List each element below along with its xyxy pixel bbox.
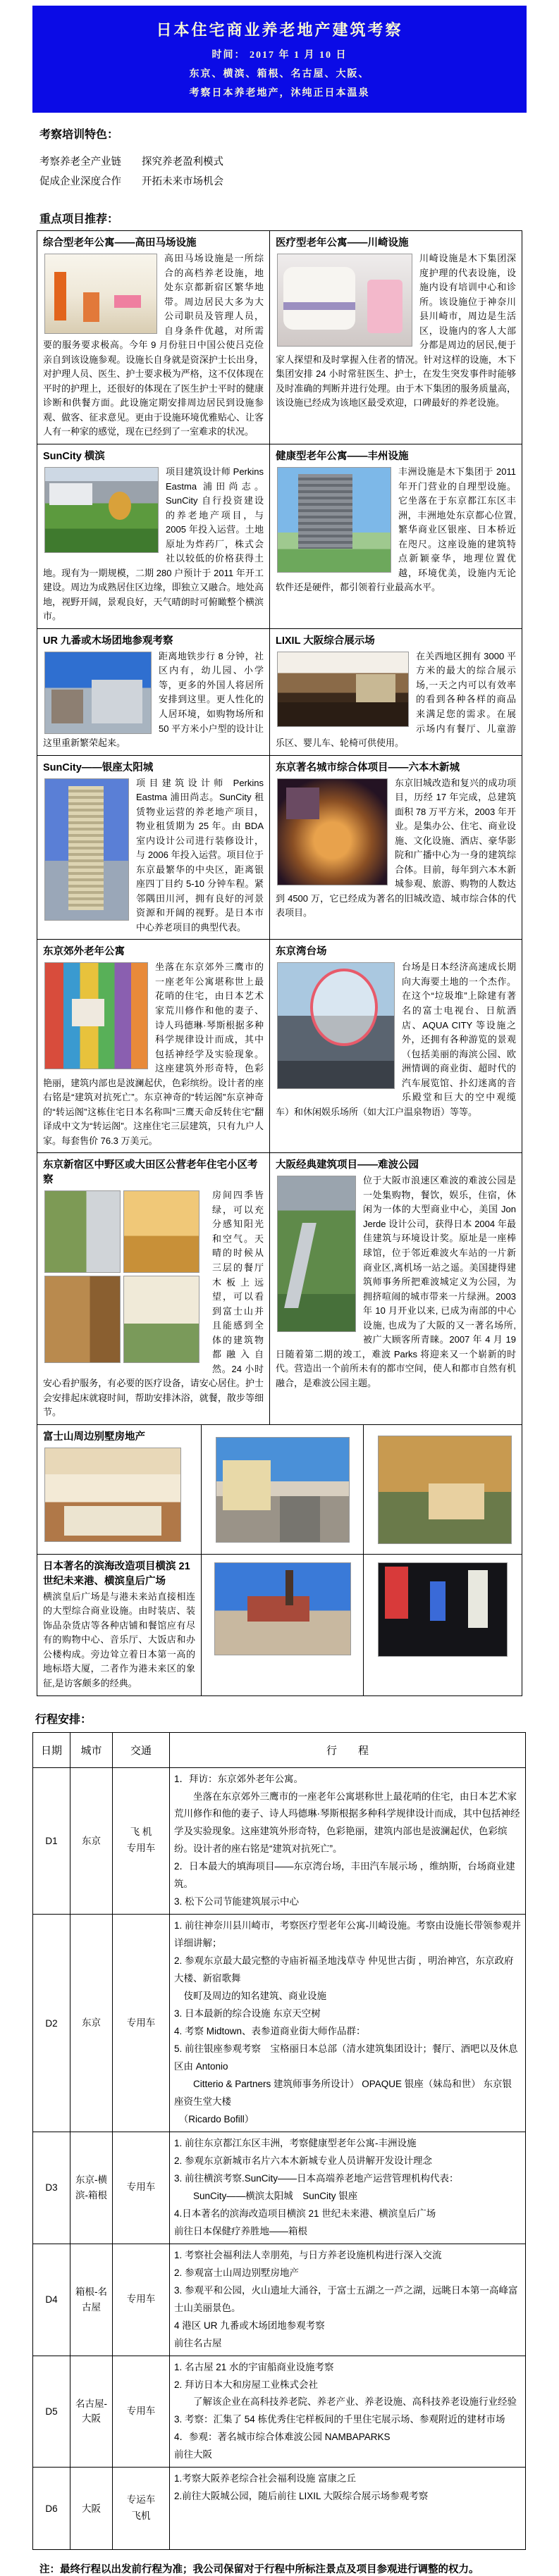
projects-table — [37, 230, 522, 1695]
project-fuji-villas — [37, 1425, 202, 1555]
project-title: LIXIL 大阪综合展示场 — [276, 635, 375, 647]
footnote: 注：最终行程以出发前行程为准；我公司保留对于行程中所标注景点及项目参观进行调整的权力。 — [39, 2564, 479, 2576]
itinerary-row-d3 — [33, 2132, 526, 2244]
features-heading: 考察培训特色： — [39, 129, 119, 141]
takadanobaba-gym-photo — [44, 254, 157, 334]
col-header-city: 城市 — [70, 1732, 113, 1767]
program-cell: 1. 前往东京都江东区丰洲，考察健康型老年公寓-丰洲设施 2. 参观东京新城市名片六本木新城专业人员讲解开发设计理念 3. 前往横滨考察.SunCity——日本高端养老地产运营管理机构代表： SunCity——横滨太阳城 SunCity 银座 4.日本著名的滨海改造项目横滨 21 世纪未来港、横滨皇后广场 前往日本保健疗养胜地——箱根 — [170, 2132, 526, 2244]
project-body: 项目建筑设计师 Perkins Eastma 浦田尚志。SunCity 自行投资建设的养老地产项目，与 2005 年投入运营。土地原址为炸药厂，株式会社以较低的价格获得土地。现有为一期规模，二期 280 户预计于 2011 年开工建设。周边为成熟居住区边缘，即独立又融合。地处高地，视野开阔，景观良好，天气晴朗时可俯瞰整个横滨市。 — [43, 466, 264, 622]
project-body: 房间四季皆绿，可以充分感知阳光和空气。天晴的时候从三层的餐厅木板上远望，可以看到富士山并且能感到全体的建筑物都融入自然。24 小时安心看护服务，有必要的医疗设备，请安心居住。护士会安排起床就寝时间，帮助安排沐浴，就餐，散步等细节。 — [43, 1190, 264, 1418]
program-cell: 1. 名古屋 21 水的宇宙船商业设施考察 2. 拜访日本大和房屋工业株式会社 了解该企业在高科技养老院、养老产业、养老设施、高科技养老设施行业经验 3. 考察：汇集了 54 栋优秀住宅样板间的千里住宅展示场、参观附近的建材市场 4．参观：著名城市综合体难波公园 NAMBAPARKS 前往大阪 — [170, 2356, 526, 2468]
project-suncity-ginza — [37, 756, 270, 940]
fuji-villa-photo-2 — [216, 1437, 350, 1543]
day-label: D6 — [33, 2468, 70, 2550]
col-header-date: 日期 — [33, 1732, 70, 1767]
fuji-villa-photo-3 — [378, 1436, 512, 1544]
project-title: UR 九番或木场团地参观考察 — [43, 635, 173, 647]
itinerary-heading: 行程安排： — [35, 1713, 92, 1726]
project-row — [37, 1153, 522, 1425]
project-row — [37, 940, 522, 1153]
project-toyosu — [270, 444, 522, 629]
senior-housing-photo-2 — [123, 1190, 199, 1273]
ur-danchi-photo — [44, 652, 152, 734]
ginza-suncity-tower-photo — [44, 778, 129, 921]
page-title: 日本住宅商业养老地产建筑考察 — [156, 21, 403, 39]
transport-cell: 专用车 — [113, 2132, 170, 2244]
day-label: D2 — [33, 1915, 70, 2132]
project-koei-jutaku — [37, 1153, 270, 1425]
project-fuji-villas-photo-cell — [202, 1425, 364, 1555]
program-cell: 1．拜访：东京郊外老年公寓。 坐落在东京郊外三鹰市的一座老年公寓堪称世上最花哨的住宅，由日本艺术家荒川修作和他的妻子、诗人玛德琳·琴斯根据多种科学规律设计而成，其中包括神经学及实验现象。这座建筑外形奇特，色彩艳丽，建筑内部也是波澜起伏，色彩缤纷。设计者的座右铭是“建筑对抗死亡”。 2．日本最大的填海项目——东京湾台场，丰田汽车展示场 ，维纳斯，台场商业建筑。 3. 松下公司节能建筑展示中心 — [170, 1767, 526, 1915]
itinerary-row-d4 — [33, 2244, 526, 2356]
projects-heading: 重点项目推荐： — [39, 213, 119, 226]
project-row — [37, 629, 522, 756]
itinerary-row-d5 — [33, 2356, 526, 2468]
senior-housing-photo-3 — [44, 1276, 121, 1363]
col-header-transport: 交通 — [113, 1732, 170, 1767]
project-body: 距离地铁步行 8 分钟，社区内有，幼儿园、小学等，更多的外国人将居所安排到这里。更人性化的人居环境，如购物场所和 50 平方米小户型的设计让这里重新繁荣起来。 — [43, 650, 264, 749]
transport-cell: 飞 机 专用车 — [113, 1767, 170, 1915]
project-minatomirai-photo-cell — [364, 1555, 522, 1696]
itinerary-table — [32, 1732, 526, 2551]
itinerary-row-d1 — [33, 1767, 526, 1915]
features-lines: 考察养老全产业链 探究养老盈利模式 促成企业深度合作 开拓未来市场机会 — [39, 156, 223, 187]
day-label: D3 — [33, 2132, 70, 2244]
transport-cell: 专用车 — [113, 2244, 170, 2356]
project-odaiba — [270, 940, 522, 1153]
queens-square-photo-2 — [378, 1562, 508, 1657]
city-cell: 箱根-名古屋 — [70, 2244, 113, 2356]
project-fuji-villas-photo-cell — [364, 1425, 522, 1555]
project-title: 日本著名的滨海改造项目横滨 21 世纪未来港、横滨皇后广场 — [43, 1560, 190, 1587]
project-title: 东京著名城市综合体项目——六本木新城 — [276, 761, 460, 773]
project-title: 健康型老年公寓——丰州设施 — [276, 451, 409, 462]
project-title: 医疗型老年公寓——川崎设施 — [276, 237, 409, 249]
project-ur-kyuban — [37, 629, 270, 756]
city-cell: 名古屋-大阪 — [70, 2356, 113, 2468]
project-minatomirai — [37, 1555, 202, 1696]
project-title: SunCity 横滨 — [43, 451, 105, 462]
day-label: D5 — [33, 2356, 70, 2468]
lixil-showroom-photo — [277, 652, 409, 727]
city-cell: 大阪 — [70, 2468, 113, 2550]
kawasaki-bath-photo — [277, 254, 412, 347]
project-row — [37, 444, 522, 629]
project-minatomirai-photo-cell — [202, 1555, 364, 1696]
transport-cell: 专用车 — [113, 1915, 170, 2132]
project-kawasaki — [270, 230, 522, 444]
senior-housing-photo-grid — [44, 1190, 205, 1366]
itinerary-row-d2 — [33, 1915, 526, 2132]
project-body: 东京旧城改造和复兴的成功项目，历经 17 年完成，总建筑面积 78 万平方米，2003 年开业。是集办公、住宅、商业设施、文化设施、酒店、豪华影院和广播中心为一身的建筑综合体。目前，每年到六本木新城参观、旅游、购物的人数达到 4500 万，它已经成为著名的旧城改造、城市综合体的代表项目。 — [276, 777, 516, 919]
project-title: 东京郊外老年公寓 — [43, 946, 125, 958]
project-body: 横滨皇后广场是与港未来站直接相连的大型综合商业设施。由时装店、装饰品杂货店等各种店铺和餐馆应有尽有的购物中心、音乐厅、大饭店和办公楼构成。旁边耸立着日本第一高的地标塔大厦，二者作为港未来区的象征,是访客颇多的经典。 — [43, 1591, 195, 1688]
mitaka-lofts-photo — [44, 962, 148, 1069]
project-row — [37, 230, 522, 444]
banner-cities-line: 东京、横滨、箱根、名古屋、大阪、 — [189, 69, 370, 80]
namba-parks-photo — [277, 1176, 356, 1332]
city-cell: 东京-横滨-箱根 — [70, 2132, 113, 2244]
col-header-program: 行 程 — [170, 1732, 526, 1767]
project-title: 东京新宿区中野区或大田区公营老年住宅小区考察 — [43, 1159, 258, 1186]
project-body: 川崎设施是木下集团深度护理的代表设施，设施内设有培训中心和诊所。该设施位于神奈川县川崎市，周边是生活区，设施内的客人大部分都是周边的居民,便于家人探望和及时掌握入住者的情况。针对这样的设施，木下集团安排 24 小时常驻医生、护士，在发生突发事件时能够及时准确的判断并进行处理。由于木下集团的服务质量高，该设施已经成为该地区最受欢迎，口碑最好的养老设施。 — [276, 253, 516, 409]
itinerary-header-row — [33, 1732, 526, 1767]
project-row — [37, 1555, 522, 1696]
project-lixil — [270, 629, 522, 756]
banner-date-line: 时间： 2017 年 1 月 10 日 — [211, 50, 348, 61]
program-cell: 1. 前往神奈川县川崎市，考察医疗型老年公寓-川崎设施。考察由设施长带领参观并详细讲解； 2. 参观东京最大最完整的寺庙祈福圣地浅草寺 仲见世古街 ，明治神宫，东京政府大楼、新宿歌舞 伎町及周边的知名建筑、商业设施 3. 日本最新的综合设施 东京天空树 4. 考察 Midtown、表参道商业街大师作品群： 5. 前往银座参观考察 宝格丽日本总部（清水建筑集团设计；餐厅、酒吧以及休息区由 Antonio Citterio & Partners 建筑师事务所设计） OPAQUE 银座（妹岛和世） 东京银座资生堂大楼 （Ricardo Bofill） — [170, 1915, 526, 2132]
toyosu-tower-photo — [277, 467, 391, 573]
banner — [32, 6, 527, 113]
program-cell: 1.考察大阪养老综合社会福利设施 富康之丘 2.前往大阪城公园，随后前往 LIXIL 大阪综合展示场参观考察 — [170, 2468, 526, 2550]
city-cell: 东京 — [70, 1915, 113, 2132]
project-body: 高田马场设施是一所综合的高档养老设施，地处东京都新宿区繁华地带。周边居民大多为大公司职员及管理人员，自身条件优越，对所需要的服务要求极高。今年 9 月份驻日中国公使吕克俭亲自到该设施参观。设施长自身就是资深护士长出身，对护理人员、医生、护士要求极为严格，这不仅体现在平时的护理上，还很好的体现在了医生护士平时的健康诊断和供餐方面。此设施定期安排周边居民到设施参观、做客、征求意见。更由于设施环境优雅贴心、让客人有一种家的感觉，现在已经到了一室难求的状况。 — [43, 253, 264, 437]
project-mitaka — [37, 940, 270, 1153]
transport-cell: 专用车 — [113, 2356, 170, 2468]
project-namba — [270, 1153, 522, 1425]
odaiba-ferris-wheel-photo — [277, 962, 395, 1089]
transport-cell: 专运车 飞机 — [113, 2468, 170, 2550]
project-title: 综合型老年公寓——高田马场设施 — [43, 237, 197, 249]
day-label: D1 — [33, 1767, 70, 1915]
suncity-yokohama-photo — [44, 467, 159, 553]
project-title: SunCity——银座太阳城 — [43, 761, 154, 773]
city-cell: 东京 — [70, 1767, 113, 1915]
project-body: 位于大阪市浪速区难波的难波公园是一处集购物，餐饮，娱乐，住宿，休闲为一体的大型商业中心，美国 Jon Jerde 设计公司，获得日本 2004 年最佳建筑与环境设计奖。原址是一座棒球馆，位于邻近难波火车站的一片新商业区,离机场一站之遥。美国捷得建筑师事务所把难波城定义为公园，为拥挤喧闹的城市带来一片绿洲。2003 年 10 月开业以来, 已成为南部的中心设施, 也成为了大阪的又一著名场所, 被广大顾客所青睐。2007 年 4 月 19 日随着第二期的竣工，难波 Parks 将迎来又一个崭新的时代。营造出一个前所未有的都市空间，使人和都市自然有机融合，是难波公园主题。 — [276, 1175, 516, 1388]
banner-slogan-line: 考察日本养老地产，沐纯正日本温泉 — [189, 88, 370, 99]
project-row — [37, 1425, 522, 1555]
project-title: 大阪经典建筑项目——难波公园 — [276, 1159, 419, 1171]
project-body: 台场是日本经济高速成长期向大海要土地的一个杰作。在这个“垃圾堆”上除建有著名的富士电视台、日航酒店、AQUA CITY 等设施之外，还拥有各种游览的景观（包括美丽的海滨公园、欧洲情调的商业街、超时代的汽车展览馆、扑幻迷离的音乐殿堂和巨大的空中观缆车）和休闲娱乐场所（如大江户温泉物语）等等。 — [276, 962, 516, 1117]
project-suncity-yokohama — [37, 444, 270, 629]
project-takadanobaba — [37, 230, 270, 444]
itinerary-row-d6 — [33, 2468, 526, 2550]
program-cell: 1. 考察社会福利法人幸朋苑，与日方养老设施机构进行深入交流 2. 参观富士山周边别墅房地产 3. 参观平和公园，火山遗址大涌谷，于富士五湖之一芦之湖，远眺日本第一高峰富士山美丽景色。 4 港区 UR 九番或木场团地参观考察 前往名古屋 — [170, 2244, 526, 2356]
queens-square-photo-1 — [214, 1562, 351, 1655]
project-body: 项目建筑设计师 Perkins Eastma 浦田尚志。SunCity 租赁物业运营的养老地产项目，物业租赁期为 25 年。由 BDA 室内设计公司进行装修设计，与 2006 年投入运营。项目位于东京最繁华的中央区，距离银座四丁目约 5-10 分钟车程。紧邻隅田川河，拥有良好的河景资源和开阔的视野。是日本市中心养老项目的典型代表。 — [43, 776, 264, 935]
senior-housing-photo-4 — [123, 1276, 199, 1363]
project-body: 丰洲设施是木下集团于 2011 年开门营业的自理型设施。它坐落在于东京都江东区丰洲，丰洲地处东京都心位置, 繁华商业区银座、日本桥近在咫尺。这座设施的建筑特点新颖豪华，地理位置优越，环境优美，设施内无论软件还是硬件，都引领着行业最高水平。 — [276, 466, 516, 593]
day-label: D4 — [33, 2244, 70, 2356]
project-roppongi — [270, 756, 522, 940]
roppongi-hills-photo — [277, 778, 388, 885]
fuji-villa-photo-1 — [44, 1448, 181, 1542]
project-title: 富士山周边别墅房地产 — [43, 1431, 145, 1443]
project-body: 在关西地区拥有 3000 平方米的最大的综合展示场,一天之内可以有效率的看到各种各样的商品来满足您的需求。在展示场内有餐厅、儿童游乐区、婴儿车、轮椅可供使用。 — [276, 650, 516, 749]
project-row — [37, 756, 522, 940]
senior-housing-photo-1 — [44, 1190, 121, 1273]
project-body: 坐落在东京郊外三鹰市的一座老年公寓堪称世上最花哨的住宅，由日本艺术家荒川修作和他的妻子、诗人玛德琳·琴斯根据多种科学规律设计而成，其中包括神经学及实验现象。这座建筑外形奇特，色彩艳丽，建筑内部也是波澜起伏，色彩缤纷。设计者的座右铭是“建筑对抗死亡”。东京神奇的“转运阁”东京神奇的“转运阁”这栋住宅日本名称叫“三鹰天命反转住宅”翻译成中文为“转运阁”。这座住宅三层建筑，只有九户人家。每套售价 76.3 万美元。 — [43, 962, 264, 1146]
project-title: 东京湾台场 — [276, 946, 327, 958]
